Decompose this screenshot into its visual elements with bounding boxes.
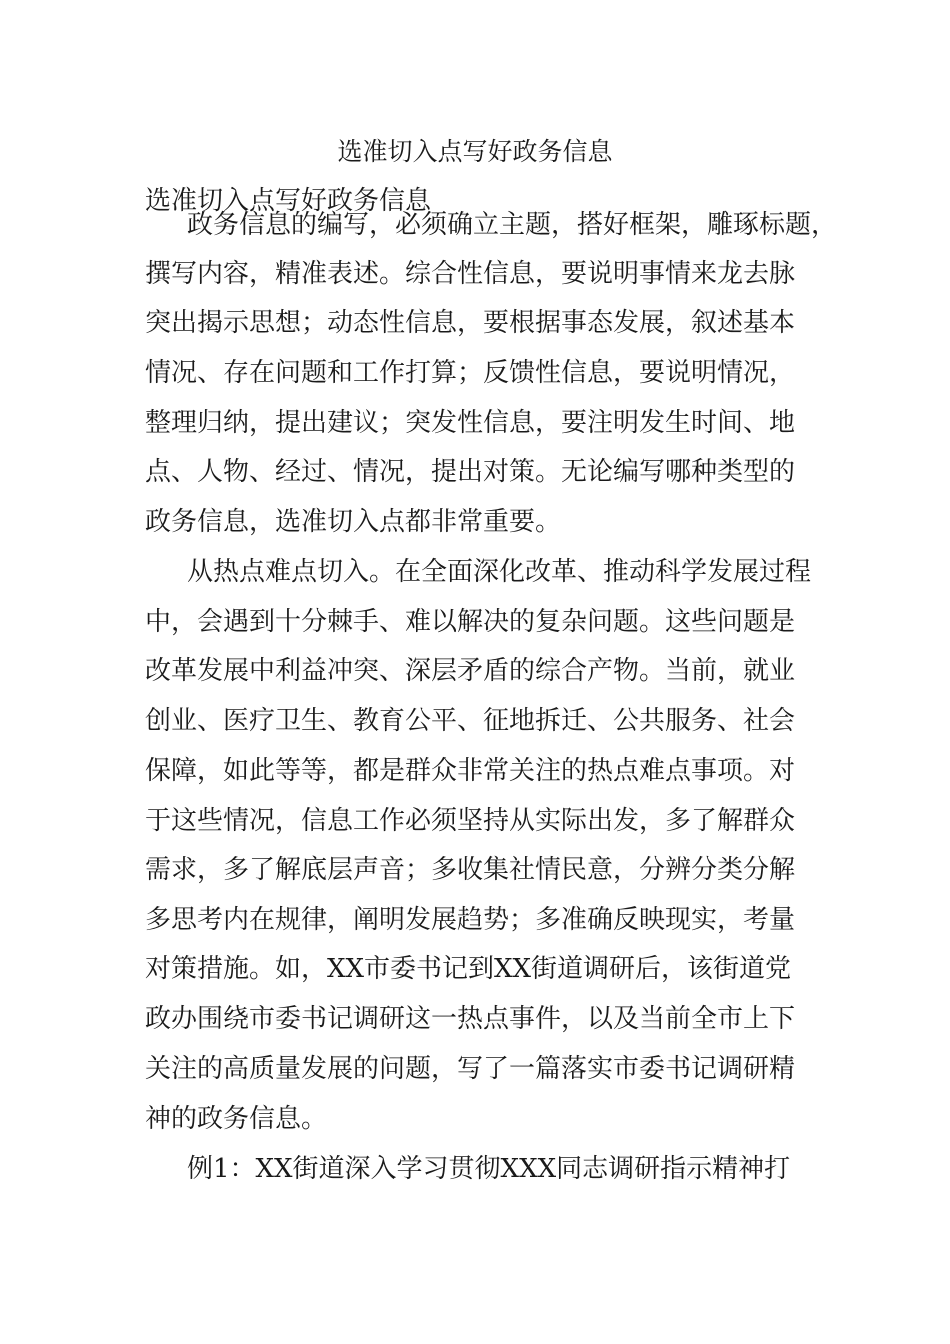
paragraph-2-line-9: 对策措施。如，XX市委书记到XX街道调研后，该街道党 (145, 954, 792, 984)
paragraph-2-line-5: 保障，如此等等，都是群众非常关注的热点难点事项。对 (145, 756, 796, 786)
paragraph-1-line-4: 情况、存在问题和工作打算；反馈性信息，要说明情况， (145, 358, 796, 388)
paragraph-2-line-6: 于这些情况，信息工作必须坚持从实际出发，多了解群众 (145, 806, 796, 836)
document-title: 选准切入点写好政务信息 (337, 137, 613, 166)
paragraph-2-line-7: 需求，多了解底层声音；多收集社情民意，分辨分类分解 (145, 855, 796, 885)
paragraph-3-line-1: 例1：XX街道深入学习贯彻XXX同志调研指示精神打 (187, 1154, 791, 1184)
document-subtitle: 选准切入点写好政务信息 (145, 186, 432, 216)
paragraph-2-line-12: 神的政务信息。 (145, 1104, 328, 1134)
paragraph-1-line-2: 撰写内容，精准表述。综合性信息，要说明事情来龙去脉 (145, 259, 796, 289)
paragraph-2-line-4: 创业、医疗卫生、教育公平、征地拆迁、公共服务、社会 (145, 706, 796, 736)
paragraph-2-line-1: 从热点难点切入。在全面深化改革、推动科学发展过程 (187, 557, 812, 587)
paragraph-2-line-10: 政办围绕市委书记调研这一热点事件，以及当前全市上下 (145, 1004, 796, 1034)
paragraph-1-line-3: 突出揭示思想；动态性信息，要根据事态发展，叙述基本 (145, 308, 796, 338)
paragraph-1-line-5: 整理归纳，提出建议；突发性信息，要注明发生时间、地 (145, 408, 796, 438)
paragraph-2-line-3: 改革发展中利益冲突、深层矛盾的综合产物。当前，就业 (145, 656, 796, 686)
paragraph-1-line-6: 点、人物、经过、情况，提出对策。无论编写哪种类型的 (145, 457, 796, 487)
paragraph-2-line-2: 中，会遇到十分棘手、难以解决的复杂问题。这些问题是 (145, 607, 796, 637)
paragraph-1-line-1: 政务信息的编写，必须确立主题，搭好框架，雕琢标题， (187, 210, 838, 240)
paragraph-1-line-7: 政务信息，选准切入点都非常重要。 (145, 507, 562, 537)
paragraph-2-line-11: 关注的高质量发展的问题，写了一篇落实市委书记调研精 (145, 1054, 796, 1084)
paragraph-2-line-8: 多思考内在规律，阐明发展趋势；多准确反映现实，考量 (145, 905, 796, 935)
